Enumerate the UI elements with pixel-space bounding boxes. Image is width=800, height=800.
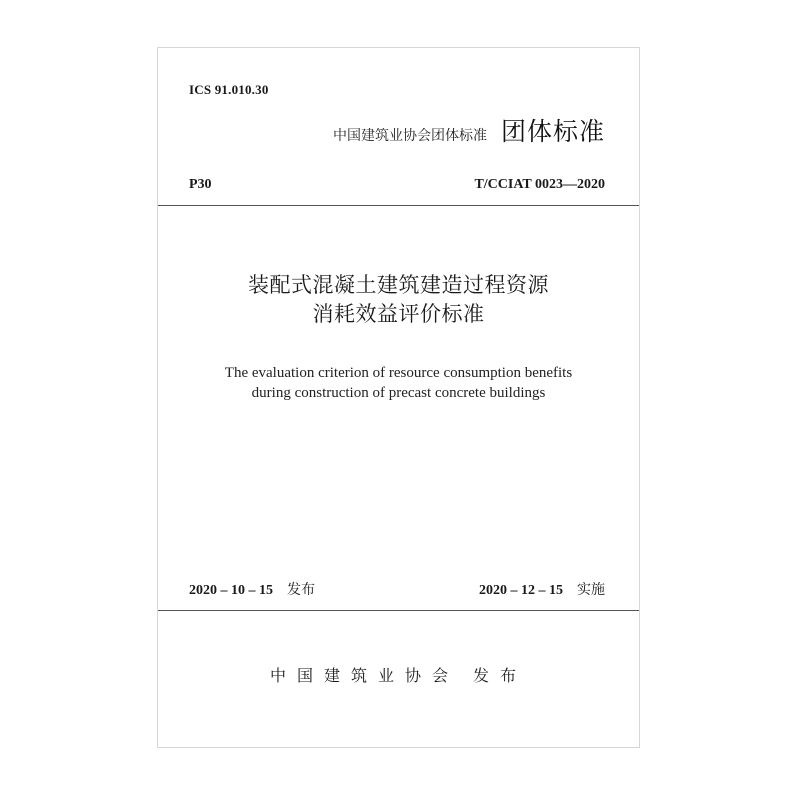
standard-cover-page (157, 47, 640, 748)
publisher-name: 中国建筑业协会 (269, 666, 459, 685)
bottom-divider (158, 610, 639, 611)
classification-code: P30 (189, 177, 212, 192)
publish-date-block (189, 579, 315, 599)
standard-type: 团体标准 (500, 117, 605, 146)
english-title-line-1: The evaluation criterion of resource consumption benefits (224, 365, 573, 381)
publisher-action: 发布 (473, 666, 528, 685)
publish-label: 发布 (287, 582, 315, 598)
implement-label: 实施 (577, 582, 605, 598)
top-divider (158, 205, 639, 206)
standard-number: T/CCIAT 0023—2020 (474, 177, 605, 192)
association-name: 中国建筑业协会团体标准 (332, 128, 487, 144)
publisher-line (158, 663, 639, 686)
association-header (333, 112, 605, 148)
implement-date: 2020 – 12 – 15 (479, 583, 563, 598)
ics-code: ICS 91.010.30 (189, 82, 269, 97)
publish-date: 2020 – 10 – 15 (189, 583, 273, 598)
chinese-title-line-2: 消耗效益评价标准 (312, 302, 485, 326)
english-title-line-2: during construction of precast concrete buildings (251, 385, 546, 401)
chinese-title-line-1: 装配式混凝土建筑建造过程资源 (248, 273, 549, 297)
implement-date-block (479, 579, 605, 599)
